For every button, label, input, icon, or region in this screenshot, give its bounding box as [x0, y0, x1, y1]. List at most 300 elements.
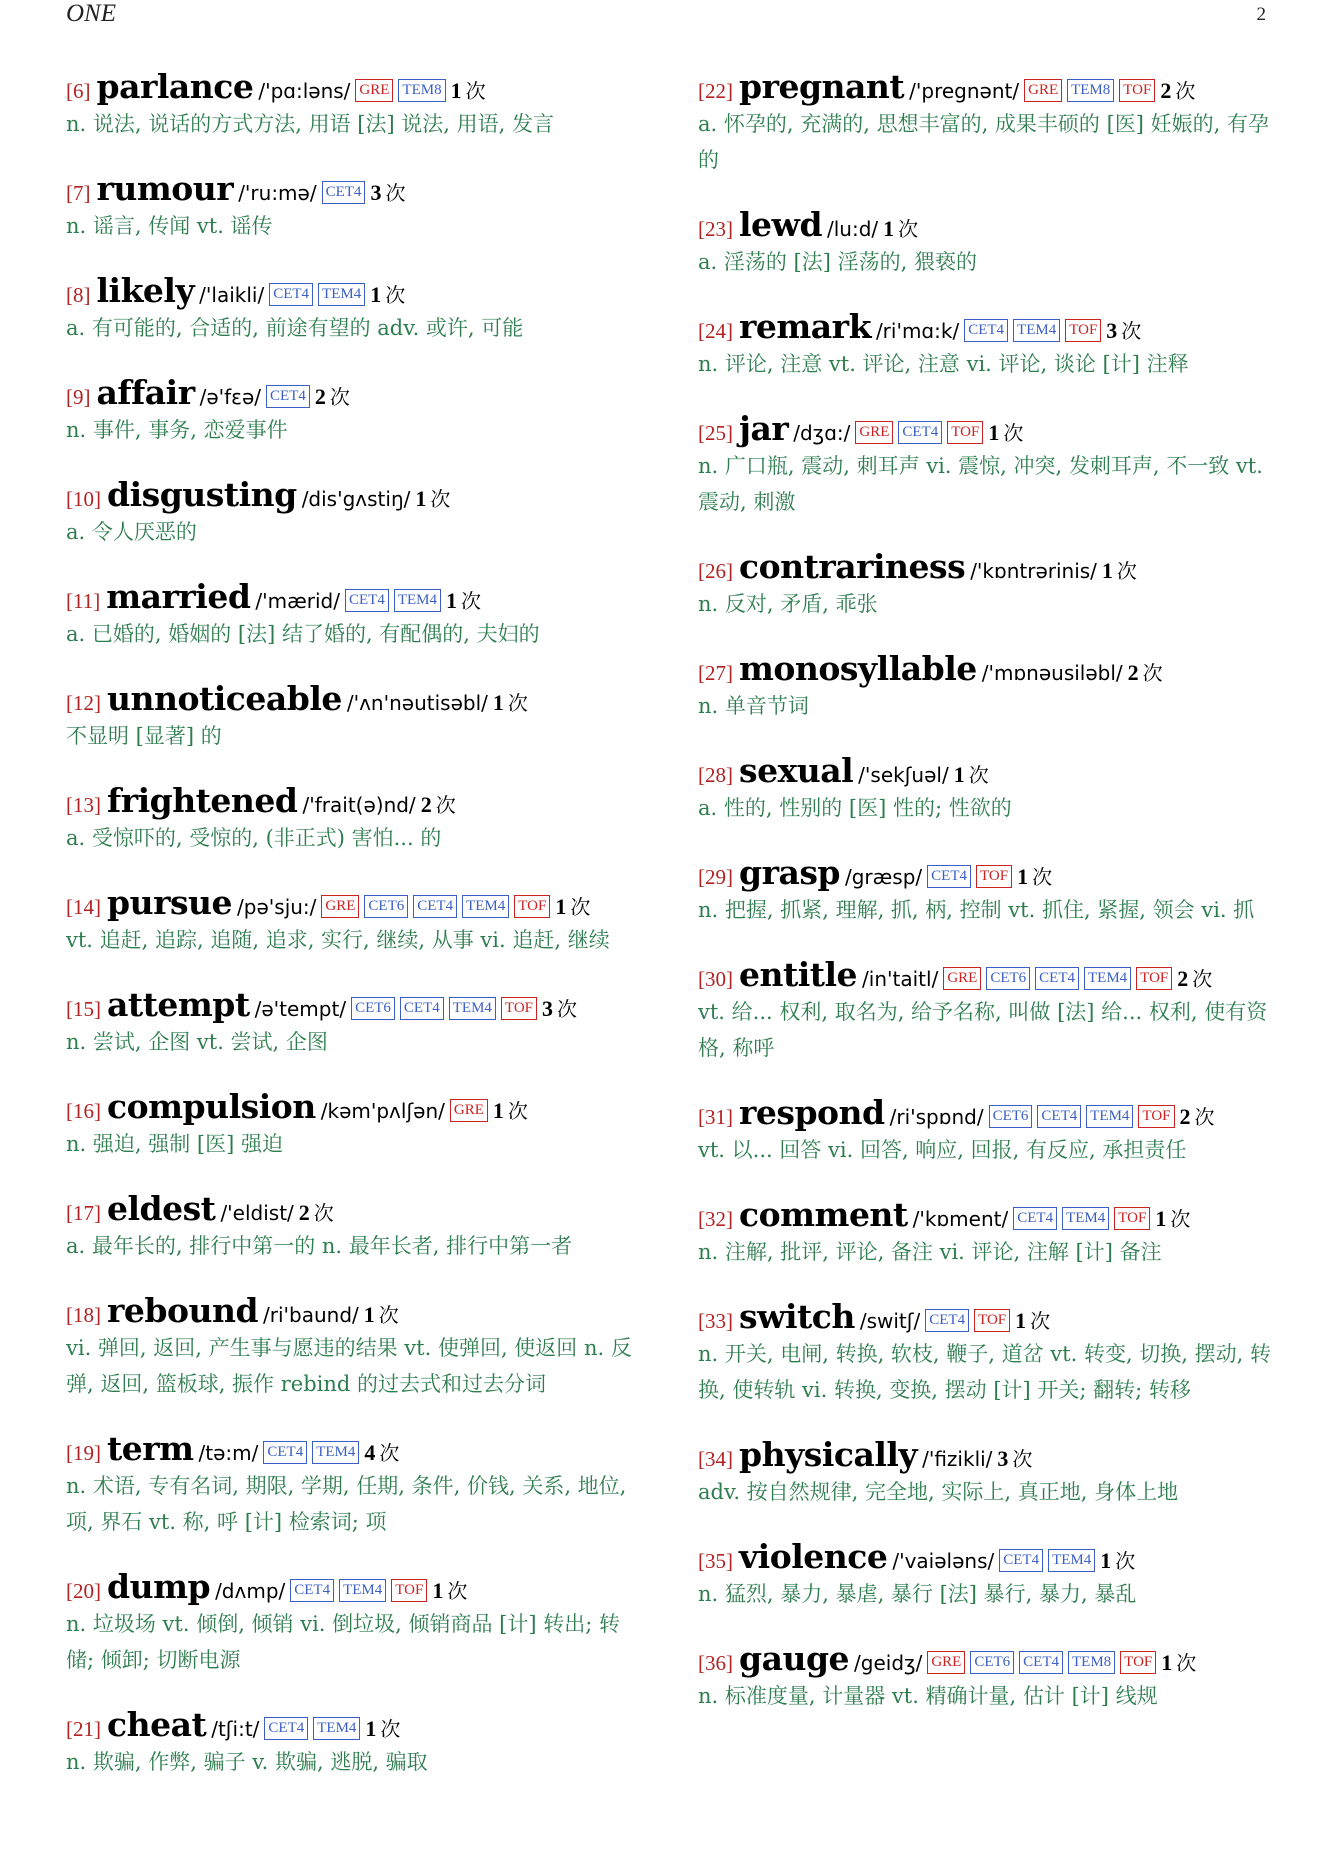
exam-tag: TEM4	[1086, 1105, 1133, 1128]
phonetic: /lu:d/	[827, 217, 879, 241]
entry-headline	[698, 206, 1278, 244]
occurrence-count: 1	[492, 1098, 504, 1123]
headword: contrariness	[739, 547, 966, 586]
exam-tag: CET4	[345, 589, 389, 612]
exam-tag: TOF	[976, 865, 1012, 888]
exam-tag: TEM4	[313, 1717, 360, 1740]
occurrence-count: 1	[492, 690, 504, 715]
entry-index: [10]	[66, 487, 101, 511]
definition: a. 怀孕的, 充满的, 思想丰富的, 成果丰硕的 [医] 妊娠的, 有孕的	[698, 112, 1270, 172]
entry-index: [36]	[698, 1651, 733, 1675]
phonetic: /'laikli/	[199, 283, 265, 307]
vocab-entry	[66, 986, 646, 1060]
occurrence-count: 1	[1155, 1206, 1167, 1231]
occurrence-count: 1	[365, 1716, 377, 1741]
exam-tag: TOF	[501, 997, 537, 1020]
exam-tag: TOF	[947, 421, 983, 444]
occurrence-count: 1	[450, 78, 462, 103]
phonetic: /dis'gʌstiŋ/	[301, 487, 411, 511]
count-unit: 次	[461, 589, 481, 613]
exam-tag: TEM4	[339, 1579, 386, 1602]
vocab-entry	[698, 1298, 1278, 1408]
definition: n. 垃圾场 vt. 倾倒, 倾销 vi. 倒垃圾, 倾销商品 [计] 转出; 转储; 倾卸; 切断电源	[66, 1612, 620, 1672]
entry-index: [22]	[698, 79, 733, 103]
definition: n. 谣言, 传闻 vt. 谣传	[66, 214, 273, 238]
vocab-entry	[698, 854, 1278, 928]
exam-tag: TEM4	[394, 589, 441, 612]
definition: a. 令人厌恶的	[66, 520, 197, 544]
entry-index: [32]	[698, 1207, 733, 1231]
phonetic: /'vaiələns/	[892, 1549, 995, 1573]
entry-headline	[66, 1706, 646, 1744]
phonetic: /'kɒntrərinis/	[970, 559, 1097, 583]
occurrence-count: 1	[883, 216, 895, 241]
definition: n. 尝试, 企图 vt. 尝试, 企图	[66, 1030, 328, 1054]
entry-index: [20]	[66, 1579, 101, 1603]
count-unit: 次	[1194, 1105, 1215, 1129]
exam-tag: CET4	[264, 1717, 308, 1740]
vocab-entry	[66, 1706, 646, 1780]
count-unit: 次	[378, 1303, 399, 1327]
vocab-entry	[698, 206, 1278, 280]
headword: entitle	[739, 955, 858, 994]
headword: parlance	[96, 67, 254, 106]
occurrence-count: 2	[1127, 660, 1139, 685]
count-unit: 次	[447, 1579, 468, 1603]
vocab-entry	[698, 1640, 1278, 1714]
headword: comment	[739, 1195, 908, 1234]
definition: n. 注解, 批评, 评论, 备注 vi. 评论, 注解 [计] 备注	[698, 1240, 1162, 1264]
entry-headline	[66, 170, 646, 208]
headword: frightened	[107, 781, 298, 820]
exam-tag: GRE	[321, 895, 359, 918]
headword: sexual	[739, 751, 854, 790]
exam-tag: GRE	[355, 79, 393, 102]
phonetic: /'kɒment/	[912, 1207, 1009, 1231]
exam-tag: TEM4	[462, 895, 509, 918]
phonetic: /tʃi:t/	[211, 1717, 260, 1741]
occurrence-count: 1	[415, 486, 427, 511]
definition: vt. 以... 回答 vi. 回答, 响应, 回报, 有反应, 承担责任	[698, 1138, 1187, 1162]
exam-tag: TOF	[1065, 319, 1101, 342]
definition: adv. 按自然规律, 完全地, 实际上, 真正地, 身体上地	[698, 1480, 1179, 1504]
section-title: ONE	[66, 0, 116, 27]
headword: switch	[739, 1297, 855, 1336]
definition: a. 淫荡的 [法] 淫荡的, 猥亵的	[698, 250, 977, 274]
exam-tag: TEM4	[318, 283, 365, 306]
entry-headline	[698, 1538, 1278, 1576]
count-unit: 次	[1176, 1651, 1197, 1675]
occurrence-count: 2	[314, 384, 326, 409]
entry-index: [15]	[66, 997, 101, 1021]
entry-index: [24]	[698, 319, 733, 343]
headword: affair	[96, 373, 195, 412]
count-unit: 次	[1115, 1549, 1136, 1573]
headword: married	[106, 577, 251, 616]
headword: physically	[739, 1435, 918, 1474]
occurrence-count: 1	[432, 1578, 444, 1603]
occurrence-count: 1	[1100, 1548, 1112, 1573]
exam-tag: CET4	[925, 1309, 969, 1332]
entry-index: [14]	[66, 895, 101, 919]
vocab-entry	[66, 374, 646, 448]
exam-tag: CET4	[263, 1441, 307, 1464]
vocab-entry	[66, 170, 646, 244]
phonetic: /'ru:mə/	[238, 181, 317, 205]
count-unit: 次	[385, 181, 406, 205]
definition: n. 猛烈, 暴力, 暴虐, 暴行 [法] 暴行, 暴力, 暴乱	[698, 1582, 1137, 1606]
entry-headline	[66, 680, 646, 718]
entry-headline	[698, 1298, 1278, 1336]
phonetic: /'pɑ:ləns/	[258, 79, 351, 103]
entry-index: [7]	[66, 181, 91, 205]
phonetic: /'eldist/	[220, 1201, 294, 1225]
entry-headline	[66, 884, 646, 922]
definition: n. 欺骗, 作弊, 骗子 v. 欺骗, 逃脱, 骗取	[66, 1750, 428, 1774]
entry-headline	[698, 650, 1278, 688]
entry-index: [29]	[698, 865, 733, 889]
vocab-entry	[66, 1088, 646, 1162]
entry-headline	[698, 1094, 1278, 1132]
definition: a. 已婚的, 婚姻的 [法] 结了婚的, 有配偶的, 夫妇的	[66, 622, 540, 646]
occurrence-count: 2	[1160, 78, 1172, 103]
phonetic: /'fizikli/	[922, 1447, 993, 1471]
headword: respond	[739, 1093, 885, 1132]
occurrence-count: 3	[370, 180, 382, 205]
exam-tag: CET4	[322, 181, 366, 204]
vocab-entry	[66, 68, 646, 142]
entry-index: [17]	[66, 1201, 101, 1225]
headword: dump	[107, 1567, 211, 1606]
count-unit: 次	[329, 385, 350, 409]
entry-headline	[66, 476, 646, 514]
exam-tag: CET4	[1035, 967, 1079, 990]
entry-headline	[698, 1196, 1278, 1234]
definition: 不显明 [显著] 的	[66, 724, 222, 748]
vocab-entry	[66, 1292, 646, 1402]
entry-index: [8]	[66, 283, 91, 307]
entry-headline	[698, 1640, 1278, 1678]
exam-tag: TOF	[391, 1579, 427, 1602]
entry-index: [26]	[698, 559, 733, 583]
vocab-entry	[698, 308, 1278, 382]
vocab-entry	[698, 410, 1278, 520]
phonetic: /tə:m/	[198, 1441, 259, 1465]
definition: a. 有可能的, 合适的, 前途有望的 adv. 或许, 可能	[66, 316, 524, 340]
occurrence-count: 4	[364, 1440, 376, 1465]
entry-headline	[66, 1088, 646, 1126]
count-unit: 次	[1032, 865, 1053, 889]
entry-index: [23]	[698, 217, 733, 241]
occurrence-count: 1	[1017, 864, 1029, 889]
count-unit: 次	[968, 763, 989, 787]
headword: disgusting	[107, 475, 297, 514]
entry-index: [34]	[698, 1447, 733, 1471]
headword: likely	[96, 271, 195, 310]
occurrence-count: 2	[420, 792, 432, 817]
count-unit: 次	[1116, 559, 1137, 583]
exam-tag: TEM4	[1062, 1207, 1109, 1230]
vocab-entry	[698, 1196, 1278, 1270]
phonetic: /in'taitl/	[862, 967, 939, 991]
page-number: 2	[1256, 4, 1266, 25]
entry-index: [27]	[698, 661, 733, 685]
phonetic: /'pregnənt/	[909, 79, 1020, 103]
entry-headline	[66, 1430, 646, 1468]
count-unit: 次	[1142, 661, 1163, 685]
occurrence-count: 1	[1015, 1308, 1027, 1333]
definition: n. 广口瓶, 震动, 刺耳声 vi. 震惊, 冲突, 发刺耳声, 不一致 vt. 震动, 刺激	[698, 454, 1263, 514]
definition: n. 标准度量, 计量器 vt. 精确计量, 估计 [计] 线规	[698, 1684, 1158, 1708]
phonetic: /switʃ/	[859, 1309, 921, 1333]
headword: eldest	[107, 1189, 216, 1228]
entry-headline	[66, 986, 646, 1024]
entry-index: [19]	[66, 1441, 101, 1465]
headword: rebound	[107, 1291, 259, 1330]
right-column	[698, 68, 1278, 1742]
vocab-entry	[66, 884, 646, 958]
exam-tag: GRE	[1024, 79, 1062, 102]
vocab-entry	[66, 1190, 646, 1264]
exam-tag: TEM4	[312, 1441, 359, 1464]
phonetic: /ri'mɑ:k/	[875, 319, 960, 343]
exam-tag: GRE	[943, 967, 981, 990]
entry-headline	[698, 308, 1278, 346]
occurrence-count: 3	[542, 996, 553, 1021]
phonetic: /geidʒ/	[854, 1651, 923, 1675]
entry-index: [35]	[698, 1549, 733, 1573]
phonetic: /dʌmp/	[215, 1579, 286, 1603]
headword: cheat	[107, 1705, 207, 1744]
exam-tag: TEM4	[1084, 967, 1131, 990]
entry-index: [25]	[698, 421, 733, 445]
headword: jar	[739, 409, 789, 448]
occurrence-count: 1	[446, 588, 457, 613]
occurrence-count: 1	[1101, 558, 1113, 583]
count-unit: 次	[313, 1201, 334, 1225]
exam-tag: TEM8	[1067, 79, 1114, 102]
occurrence-count: 2	[1179, 1104, 1191, 1129]
headword: violence	[739, 1537, 888, 1576]
vocab-entry	[66, 680, 646, 754]
phonetic: /'ʌn'nəutisəbl/	[346, 691, 488, 715]
entry-headline	[698, 752, 1278, 790]
exam-tag: CET4	[999, 1549, 1043, 1572]
headword: term	[107, 1429, 194, 1468]
entry-index: [9]	[66, 385, 91, 409]
count-unit: 次	[507, 1099, 528, 1123]
exam-tag: TOF	[1120, 1651, 1156, 1674]
entry-headline	[698, 548, 1278, 586]
definition: n. 术语, 专有名词, 期限, 学期, 任期, 条件, 价钱, 关系, 地位, 项, 界石 vt. 称, 呼 [计] 检索词; 项	[66, 1474, 627, 1534]
vocab-entry	[66, 272, 646, 346]
entry-headline	[698, 410, 1278, 448]
exam-tag: TEM4	[1013, 319, 1060, 342]
entry-index: [28]	[698, 763, 733, 787]
exam-tag: CET4	[400, 997, 444, 1020]
definition: n. 开关, 电闸, 转换, 软枝, 鞭子, 道岔 vt. 转变, 切换, 摆动, 转换, 使转轨 vi. 转换, 变换, 摆动 [计] 开关; 翻转; 转移	[698, 1342, 1272, 1402]
entry-index: [6]	[66, 79, 91, 103]
count-unit: 次	[1003, 421, 1024, 445]
entry-headline	[698, 956, 1278, 994]
definition: n. 反对, 矛盾, 乖张	[698, 592, 878, 616]
entry-index: [18]	[66, 1303, 101, 1327]
entry-headline	[66, 272, 646, 310]
occurrence-count: 1	[988, 420, 1000, 445]
headword: grasp	[739, 853, 840, 892]
exam-tag: CET4	[266, 385, 310, 408]
exam-tag: TOF	[1138, 1105, 1174, 1128]
headword: lewd	[739, 205, 823, 244]
exam-tag: CET4	[964, 319, 1008, 342]
count-unit: 次	[898, 217, 919, 241]
entry-headline	[698, 854, 1278, 892]
headword: unnoticeable	[107, 679, 342, 718]
occurrence-count: 2	[298, 1200, 310, 1225]
entry-headline	[66, 578, 646, 616]
exam-tag: TOF	[1136, 967, 1172, 990]
definition: vt. 给... 权利, 取名为, 给予名称, 叫做 [法] 给... 权利, 使有资格, 称呼	[698, 1000, 1268, 1060]
exam-tag: CET6	[364, 895, 408, 918]
definition: vt. 追赶, 追踪, 追随, 追求, 实行, 继续, 从事 vi. 追赶, 继续	[66, 928, 610, 952]
entry-index: [31]	[698, 1105, 733, 1129]
occurrence-count: 3	[997, 1446, 1009, 1471]
phonetic: /ri'baund/	[263, 1303, 359, 1327]
entry-headline	[698, 1436, 1278, 1474]
exam-tag: CET6	[351, 997, 395, 1020]
occurrence-count: 1	[370, 282, 382, 307]
vocab-entry	[698, 956, 1278, 1066]
vocab-entry	[66, 578, 646, 652]
exam-tag: TOF	[514, 895, 550, 918]
count-unit: 次	[1121, 319, 1142, 343]
definition: n. 把握, 抓紧, 理解, 抓, 柄, 控制 vt. 抓住, 紧握, 领会 vi. 抓	[698, 898, 1255, 922]
phonetic: /'frait(ə)nd/	[302, 793, 416, 817]
exam-tag: GRE	[927, 1651, 965, 1674]
entry-index: [33]	[698, 1309, 733, 1333]
exam-tag: TEM4	[449, 997, 496, 1020]
headword: monosyllable	[739, 649, 977, 688]
vocab-entry	[698, 68, 1278, 178]
phonetic: /'mɒnəusiləbl/	[981, 661, 1123, 685]
count-unit: 次	[379, 1441, 400, 1465]
phonetic: /ə'tempt/	[254, 997, 347, 1021]
exam-tag: CET4	[290, 1579, 334, 1602]
entry-headline	[66, 1190, 646, 1228]
entry-headline	[66, 68, 646, 106]
count-unit: 次	[430, 487, 451, 511]
vocab-entry	[698, 1094, 1278, 1168]
count-unit: 次	[557, 997, 577, 1021]
exam-tag: CET4	[1019, 1651, 1063, 1674]
count-unit: 次	[1170, 1207, 1191, 1231]
occurrence-count: 1	[555, 894, 567, 919]
exam-tag: CET4	[269, 283, 313, 306]
occurrence-count: 2	[1177, 966, 1189, 991]
headword: gauge	[739, 1639, 850, 1678]
exam-tag: CET6	[989, 1105, 1033, 1128]
definition: n. 评论, 注意 vt. 评论, 注意 vi. 评论, 谈论 [计] 注释	[698, 352, 1189, 376]
entry-index: [16]	[66, 1099, 101, 1123]
count-unit: 次	[1175, 79, 1196, 103]
headword: rumour	[96, 169, 234, 208]
exam-tag: TEM4	[1048, 1549, 1095, 1572]
exam-tag: CET4	[927, 865, 971, 888]
definition: vi. 弹回, 返回, 产生事与愿违的结果 vt. 使弹回, 使返回 n. 反弹, 返回, 篮板球, 振作 rebind 的过去式和过去分词	[66, 1336, 632, 1396]
vocab-entry	[66, 782, 646, 856]
headword: remark	[739, 307, 871, 346]
count-unit: 次	[1192, 967, 1213, 991]
entry-index: [21]	[66, 1717, 101, 1741]
exam-tag: CET4	[1013, 1207, 1057, 1230]
phonetic: /ri'spɒnd/	[889, 1105, 984, 1129]
entry-index: [13]	[66, 793, 101, 817]
exam-tag: GRE	[450, 1099, 488, 1122]
occurrence-count: 1	[363, 1302, 375, 1327]
phonetic: /græsp/	[845, 865, 923, 889]
headword: attempt	[107, 985, 250, 1024]
exam-tag: TOF	[1114, 1207, 1150, 1230]
vocab-entry	[698, 548, 1278, 622]
entry-headline	[66, 782, 646, 820]
exam-tag: TOF	[974, 1309, 1010, 1332]
definition: a. 受惊吓的, 受惊的, (非正式) 害怕... 的	[66, 826, 442, 850]
exam-tag: CET4	[898, 421, 942, 444]
phonetic: /'mærid/	[255, 589, 340, 613]
count-unit: 次	[465, 79, 486, 103]
count-unit: 次	[380, 1717, 401, 1741]
headword: compulsion	[107, 1087, 316, 1126]
entry-index: [30]	[698, 967, 733, 991]
vocab-entry	[698, 1436, 1278, 1510]
entry-index: [12]	[66, 691, 101, 715]
definition: a. 最年长的, 排行中第一的 n. 最年长者, 排行中第一者	[66, 1234, 573, 1258]
exam-tag: TOF	[1119, 79, 1155, 102]
entry-headline	[66, 374, 646, 412]
count-unit: 次	[435, 793, 456, 817]
left-column	[66, 68, 646, 1808]
vocab-entry	[66, 476, 646, 550]
occurrence-count: 1	[953, 762, 965, 787]
definition: n. 说法, 说话的方式方法, 用语 [法] 说法, 用语, 发言	[66, 112, 555, 136]
phonetic: /'sekʃuəl/	[858, 763, 949, 787]
occurrence-count: 3	[1106, 318, 1118, 343]
exam-tag: TEM8	[1068, 1651, 1115, 1674]
vocab-entry	[66, 1430, 646, 1540]
definition: n. 事件, 事务, 恋爱事件	[66, 418, 288, 442]
exam-tag: CET6	[986, 967, 1030, 990]
phonetic: /ə'fεə/	[199, 385, 262, 409]
definition: a. 性的, 性别的 [医] 性的; 性欲的	[698, 796, 1012, 820]
count-unit: 次	[507, 691, 528, 715]
count-unit: 次	[570, 895, 591, 919]
exam-tag: CET4	[413, 895, 457, 918]
phonetic: /dʒɑ:/	[793, 421, 851, 445]
entry-headline	[66, 1568, 646, 1606]
exam-tag: TEM8	[398, 79, 445, 102]
definition: n. 强迫, 强制 [医] 强迫	[66, 1132, 283, 1156]
vocab-entry	[698, 1538, 1278, 1612]
entry-index: [11]	[66, 589, 101, 613]
count-unit: 次	[1012, 1447, 1033, 1471]
exam-tag: CET6	[970, 1651, 1014, 1674]
count-unit: 次	[1030, 1309, 1051, 1333]
count-unit: 次	[385, 283, 406, 307]
headword: pregnant	[739, 67, 905, 106]
headword: pursue	[107, 883, 233, 922]
exam-tag: GRE	[855, 421, 893, 444]
phonetic: /pə'sju:/	[237, 895, 317, 919]
